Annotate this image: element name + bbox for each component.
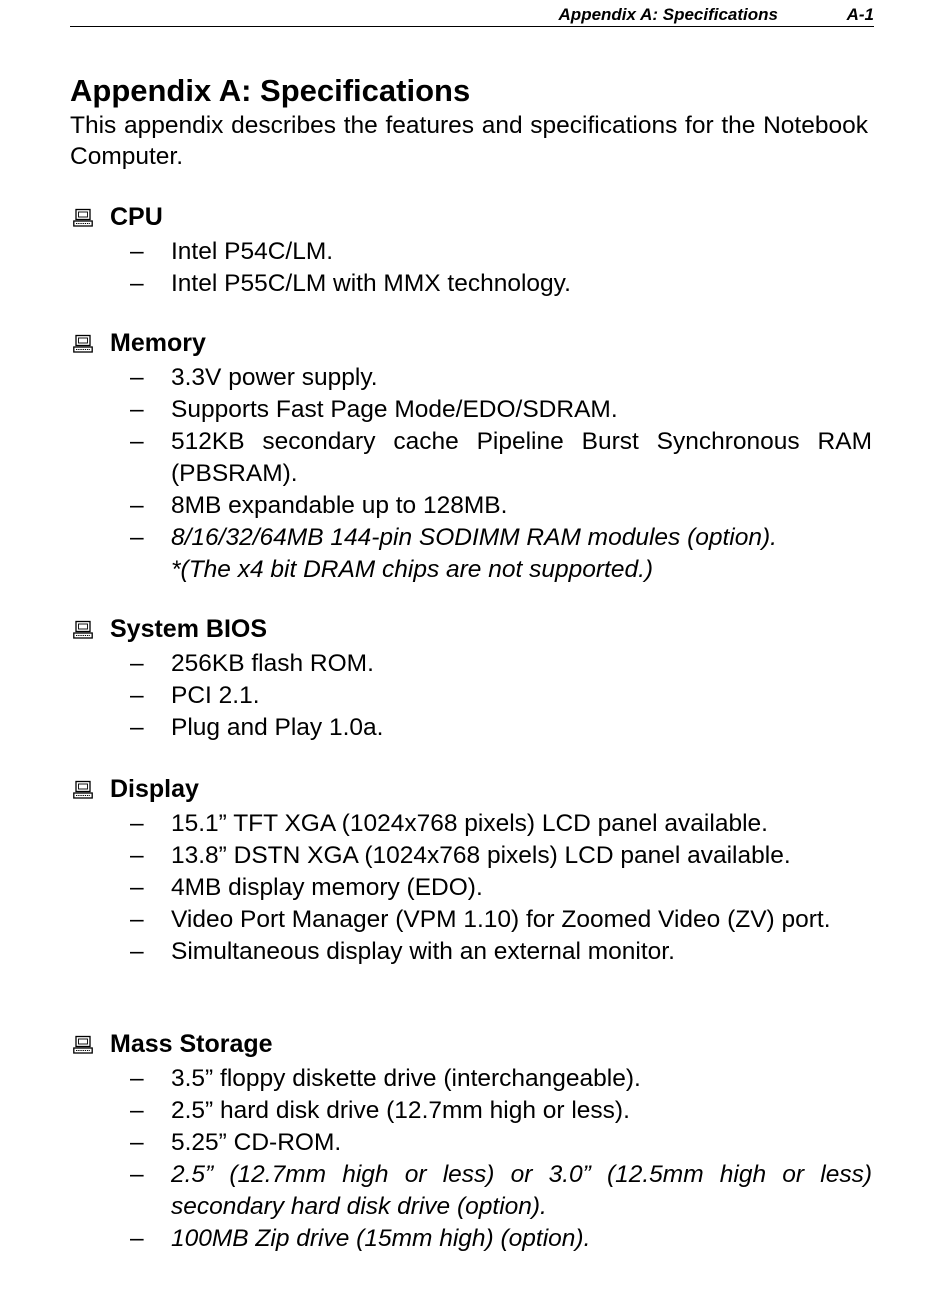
section-title: CPU <box>110 203 163 231</box>
list-item <box>70 904 872 936</box>
header-page-number: A-1 <box>846 5 874 24</box>
dash-bullet: – <box>130 874 144 901</box>
item-text: 5.25” CD-ROM. <box>171 1129 342 1156</box>
computer-icon <box>73 208 93 228</box>
computer-icon <box>73 334 93 354</box>
item-text: 4MB display memory (EDO). <box>171 874 483 901</box>
computer-icon <box>73 1035 93 1055</box>
list-item <box>70 362 872 394</box>
list-item <box>70 236 872 268</box>
section-mass-storage <box>70 1027 872 1255</box>
item-text: Intel P54C/LM. <box>171 238 334 265</box>
dash-bullet: – <box>130 238 144 265</box>
dash-bullet: – <box>130 492 144 519</box>
section-title: Memory <box>110 329 206 357</box>
list-item <box>70 872 872 904</box>
item-text: Plug and Play 1.0a. <box>171 714 384 741</box>
list-item <box>70 1063 872 1095</box>
dash-bullet: – <box>130 1161 144 1188</box>
intro-paragraph: This appendix describes the features and specifications for the Notebook Computer. <box>70 112 868 170</box>
dash-bullet: – <box>130 842 144 869</box>
list-item <box>70 712 872 744</box>
item-text: 512KB secondary cache Pipeline Burst Synchronous RAM (PBSRAM). <box>171 428 872 487</box>
section-display <box>70 772 872 968</box>
dash-bullet: – <box>130 1225 144 1252</box>
list-item <box>70 680 872 712</box>
section-title: Mass Storage <box>110 1030 273 1058</box>
section-title: System BIOS <box>110 615 268 643</box>
computer-icon <box>73 620 93 640</box>
list-item <box>70 840 872 872</box>
item-text: 100MB Zip drive (15mm high) (option). <box>171 1225 591 1252</box>
section-memory <box>70 326 872 586</box>
item-text: 8MB expandable up to 128MB. <box>171 492 508 519</box>
item-text: 3.5” floppy diskette drive (interchangeable). <box>171 1065 641 1092</box>
item-text: 256KB flash ROM. <box>171 650 374 677</box>
item-text: Simultaneous display with an external monitor. <box>171 938 675 965</box>
item-text: 2.5” hard disk drive (12.7mm high or less). <box>171 1097 630 1124</box>
dash-bullet: – <box>130 682 144 709</box>
list-item <box>70 394 872 426</box>
list-item <box>70 936 872 968</box>
section-system-bios <box>70 612 872 744</box>
dash-bullet: – <box>130 714 144 741</box>
list-item <box>70 1127 872 1159</box>
list-item <box>70 1223 872 1255</box>
item-text: Supports Fast Page Mode/EDO/SDRAM. <box>171 396 618 423</box>
item-text: Intel P55C/LM with MMX technology. <box>171 270 571 297</box>
header-section-title: Appendix A: Specifications <box>558 5 778 24</box>
item-list <box>70 362 872 586</box>
item-list <box>70 1063 872 1255</box>
computer-icon <box>73 780 93 800</box>
dash-bullet: – <box>130 650 144 677</box>
dash-bullet: – <box>130 364 144 391</box>
item-text: 13.8” DSTN XGA (1024x768 pixels) LCD panel available. <box>171 842 791 869</box>
dash-bullet: – <box>130 906 144 933</box>
dash-bullet: – <box>130 524 144 551</box>
page-title: Appendix A: Specifications <box>70 73 471 108</box>
dash-bullet: – <box>130 1097 144 1124</box>
list-item <box>70 268 872 300</box>
list-item <box>70 426 872 490</box>
dash-bullet: – <box>130 1129 144 1156</box>
item-text: Video Port Manager (VPM 1.10) for Zoomed Video (ZV) port. <box>171 906 831 933</box>
list-item <box>70 1095 872 1127</box>
dash-bullet: – <box>130 270 144 297</box>
list-item <box>70 522 872 586</box>
dash-bullet: – <box>130 938 144 965</box>
item-text: PCI 2.1. <box>171 682 260 709</box>
item-list <box>70 808 872 968</box>
running-header <box>70 6 874 27</box>
list-item <box>70 490 872 522</box>
section-title: Display <box>110 775 199 803</box>
item-list <box>70 236 872 300</box>
section-cpu <box>70 200 872 300</box>
list-item <box>70 808 872 840</box>
list-item <box>70 648 872 680</box>
item-list <box>70 648 872 744</box>
item-text: 2.5” (12.7mm high or less) or 3.0” (12.5mm high or less) secondary hard disk drive (option). <box>171 1161 872 1220</box>
item-text: 8/16/32/64MB 144-pin SODIMM RAM modules (option). *(The x4 bit DRAM chips are not supported.) <box>171 524 777 583</box>
dash-bullet: – <box>130 428 144 455</box>
item-text: 15.1” TFT XGA (1024x768 pixels) LCD panel available. <box>171 810 768 837</box>
dash-bullet: – <box>130 396 144 423</box>
dash-bullet: – <box>130 1065 144 1092</box>
list-item <box>70 1159 872 1223</box>
dash-bullet: – <box>130 810 144 837</box>
item-text: 3.3V power supply. <box>171 364 378 391</box>
